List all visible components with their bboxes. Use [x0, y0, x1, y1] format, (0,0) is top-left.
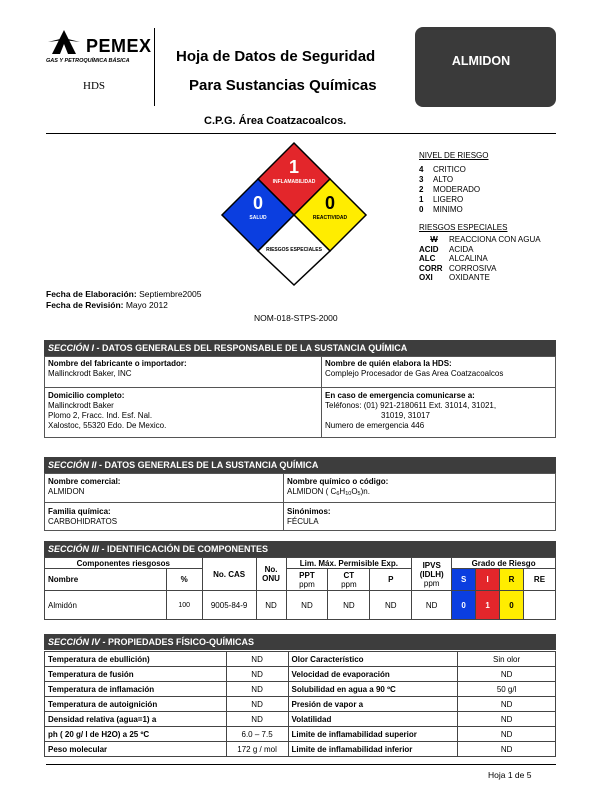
flammability-label: INFLAMABILIDAD	[272, 179, 316, 185]
special-risk-item: ACID ACIDA	[419, 244, 474, 254]
ipvs-header: IPVS (IDLH) ppm	[412, 558, 452, 591]
s-header: S	[452, 569, 476, 591]
property-value: 50 g/l	[458, 682, 556, 697]
address-line: Plomo 2, Fracc. Ind. Esf. Nal.	[48, 411, 153, 420]
component-ipvs: ND	[412, 591, 452, 620]
special-risk-item: W REACCIONA CON AGUA	[430, 235, 541, 244]
component-ct: ND	[328, 591, 370, 620]
property-label: Velocidad de evaporación	[288, 667, 458, 682]
property-value: Sin olor	[458, 652, 556, 667]
doc-title-line2: Para Sustancias Químicas	[189, 77, 377, 94]
risk-level-item: 4 CRITICO	[419, 165, 466, 174]
section3-header	[44, 541, 556, 557]
section1-prefix: SECCIÓN I -	[48, 343, 103, 353]
manufacturer-value: Mallinckrodt Baker, INC	[48, 369, 132, 378]
flammability-value: 1	[288, 157, 300, 177]
logo-word: PEMEX	[86, 36, 152, 56]
ppt-header: PPT ppm	[286, 569, 328, 591]
property-value: ND	[226, 682, 288, 697]
rev-date-label: Fecha de Revisión:	[46, 300, 124, 310]
doc-code: HDS	[83, 80, 106, 92]
property-value: 172 g / mol	[226, 742, 288, 757]
elab-date-value: Septiembre2005	[139, 289, 202, 299]
property-label: Presión de vapor a	[288, 697, 458, 712]
table-row	[45, 742, 556, 757]
emergency-line: 31019, 31017	[381, 411, 430, 420]
rev-date-value: Mayo 2012	[125, 300, 168, 310]
emergency-line: Numero de emergencia 446	[325, 421, 425, 430]
property-value: ND	[458, 727, 556, 742]
special-risk-item: ALC ALCALINA	[419, 254, 488, 263]
property-label: Peso molecular	[45, 742, 227, 757]
risk-level-item: 0 MINIMO	[419, 205, 463, 214]
special-label: RIESGOS ESPECIALES	[266, 247, 322, 253]
risk-level-title: NIVEL DE RIESGO	[419, 151, 489, 160]
re-header: RE	[523, 569, 555, 591]
property-value: ND	[226, 712, 288, 727]
trade-name-label: Nombre comercial:	[48, 477, 121, 486]
trade-name-value: ALMIDON	[48, 487, 85, 496]
preparer-value: Complejo Procesador de Gas Area Coatzacoalcos	[325, 369, 504, 378]
table-row	[45, 712, 556, 727]
manufacturer-label: Nombre del fabricante o importador:	[48, 359, 187, 368]
family-value: CARBOHIDRATOS	[48, 517, 118, 526]
property-value: ND	[458, 742, 556, 757]
component-s: 0	[452, 591, 476, 620]
section1-box	[44, 356, 556, 438]
family-label: Familia química:	[48, 507, 111, 516]
section4-prefix: SECCIÓN IV -	[48, 637, 109, 647]
section4-title: PROPIEDADES FÍSICO-QUÍMICAS	[108, 637, 255, 647]
property-value: ND	[226, 697, 288, 712]
property-label: Solubilidad en agua a 90 ºC	[288, 682, 458, 697]
table-row	[45, 667, 556, 682]
component-pct: 100	[166, 591, 202, 620]
component-name: Almidón	[45, 591, 167, 620]
component-p: ND	[370, 591, 412, 620]
table-row	[45, 727, 556, 742]
property-label: Limite de inflamabilidad inferior	[288, 742, 458, 757]
property-value: 6.0 – 7.5	[226, 727, 288, 742]
i-header: I	[476, 569, 500, 591]
doc-title-line1: Hoja de Datos de Seguridad	[176, 48, 376, 65]
section4-header	[44, 634, 556, 650]
special-risks-title: RIESGOS ESPECIALES	[419, 223, 508, 232]
components-header: Componentes riesgosos	[45, 558, 203, 569]
emergency-label: En caso de emergencia comunicarse a:	[325, 391, 475, 400]
address-label: Domicilio completo:	[48, 391, 125, 400]
footer-rule	[46, 764, 556, 765]
pct-header: %	[166, 569, 202, 591]
property-value: ND	[458, 712, 556, 727]
emergency-line: Teléfonos: (01) 921-2180611 Ext. 31014, 31021,	[325, 401, 497, 410]
dates-block	[46, 289, 201, 311]
reactivity-value: 0	[324, 193, 336, 213]
section1-title: DATOS GENERALES DEL RESPONSABLE DE LA SUSTANCIA QUÍMICA	[102, 343, 408, 353]
property-label: Temperatura de ebullición)	[45, 652, 227, 667]
property-label: Densidad relativa (agua=1) a	[45, 712, 227, 727]
property-value: ND	[458, 697, 556, 712]
section1-header	[44, 340, 556, 356]
property-value: ND	[226, 652, 288, 667]
section2-box	[44, 473, 556, 531]
section3-title: IDENTIFICACIÓN DE COMPONENTES	[107, 544, 269, 554]
chem-name-value: ALMIDON ( C6H10O5)n.	[287, 487, 370, 497]
section2-header	[44, 457, 556, 473]
address-line: Mallinckrodt Baker	[48, 401, 114, 410]
section3-prefix: SECCIÓN III -	[48, 544, 108, 554]
risk-level-item: 2 MODERADO	[419, 185, 481, 194]
ct-header: CT ppm	[328, 569, 370, 591]
elab-date-label: Fecha de Elaboración:	[46, 289, 137, 299]
properties-table	[44, 651, 556, 757]
property-label: Olor Característico	[288, 652, 458, 667]
risk-legend	[419, 151, 541, 283]
synonyms-value: FÉCULA	[287, 517, 319, 526]
special-risk-item: CORR CORROSIVA	[419, 263, 497, 273]
components-table	[44, 557, 556, 620]
property-label: Volatilidad	[288, 712, 458, 727]
section2-prefix: SECCIÓN II -	[48, 460, 105, 470]
address-line: Xalostoc, 55320 Edo. De Mexico.	[48, 421, 167, 430]
synonyms-label: Sinónimos:	[287, 507, 331, 516]
location: C.P.G. Área Coatzacoalcos.	[204, 115, 347, 127]
risk-level-item: 1 LIGERO	[419, 195, 464, 204]
property-value: ND	[458, 667, 556, 682]
header-divider	[154, 28, 155, 106]
grade-header: Grado de Riesgo	[452, 558, 556, 569]
health-value: 0	[252, 193, 264, 213]
table-row	[45, 652, 556, 667]
health-label: SALUD	[249, 215, 267, 221]
property-label: Temperatura de fusión	[45, 667, 227, 682]
table-row	[45, 697, 556, 712]
p-header: P	[370, 569, 412, 591]
page-number: Hoja 1 de 5	[488, 770, 532, 780]
property-label: Temperatura de inflamación	[45, 682, 227, 697]
component-re	[523, 591, 555, 620]
header-rule	[46, 133, 556, 134]
name-header: Nombre	[45, 569, 167, 591]
preparer-label: Nombre de quién elabora la HDS:	[325, 359, 452, 368]
pemex-eagle-icon	[46, 28, 82, 58]
property-label: ph ( 20 g/ l de H2O) a 25 ºC	[45, 727, 227, 742]
product-name: ALMIDON	[451, 54, 511, 68]
property-label: Temperatura de autoignición	[45, 697, 227, 712]
component-i: 1	[476, 591, 500, 620]
norm-reference: NOM-018-STPS-2000	[254, 313, 338, 323]
section2-title: DATOS GENERALES DE LA SUSTANCIA QUÍMICA	[104, 460, 319, 470]
pemex-logo	[46, 28, 150, 63]
component-onu: ND	[256, 591, 286, 620]
risk-level-item: 3 ALTO	[419, 175, 454, 184]
table-row	[45, 682, 556, 697]
special-risk-item: OXI OXIDANTE	[419, 273, 490, 282]
component-ppt: ND	[286, 591, 328, 620]
nfpa-diamond	[218, 141, 370, 287]
reactivity-label: REACTIVIDAD	[312, 215, 348, 221]
table-row	[45, 591, 556, 620]
logo-subtitle: GAS Y PETROQUÍMICA BÁSICA	[46, 58, 130, 64]
cas-header: No. CAS	[202, 558, 256, 591]
component-cas: 9005-84-9	[202, 591, 256, 620]
property-label: Limite de inflamabilidad superior	[288, 727, 458, 742]
r-header: R	[500, 569, 524, 591]
property-value: ND	[226, 667, 288, 682]
component-r: 0	[500, 591, 524, 620]
onu-header: No. ONU	[256, 558, 286, 591]
lim-header: Lim. Máx. Permisible Exp.	[286, 558, 412, 569]
chem-name-label: Nombre químico o código:	[287, 477, 389, 486]
